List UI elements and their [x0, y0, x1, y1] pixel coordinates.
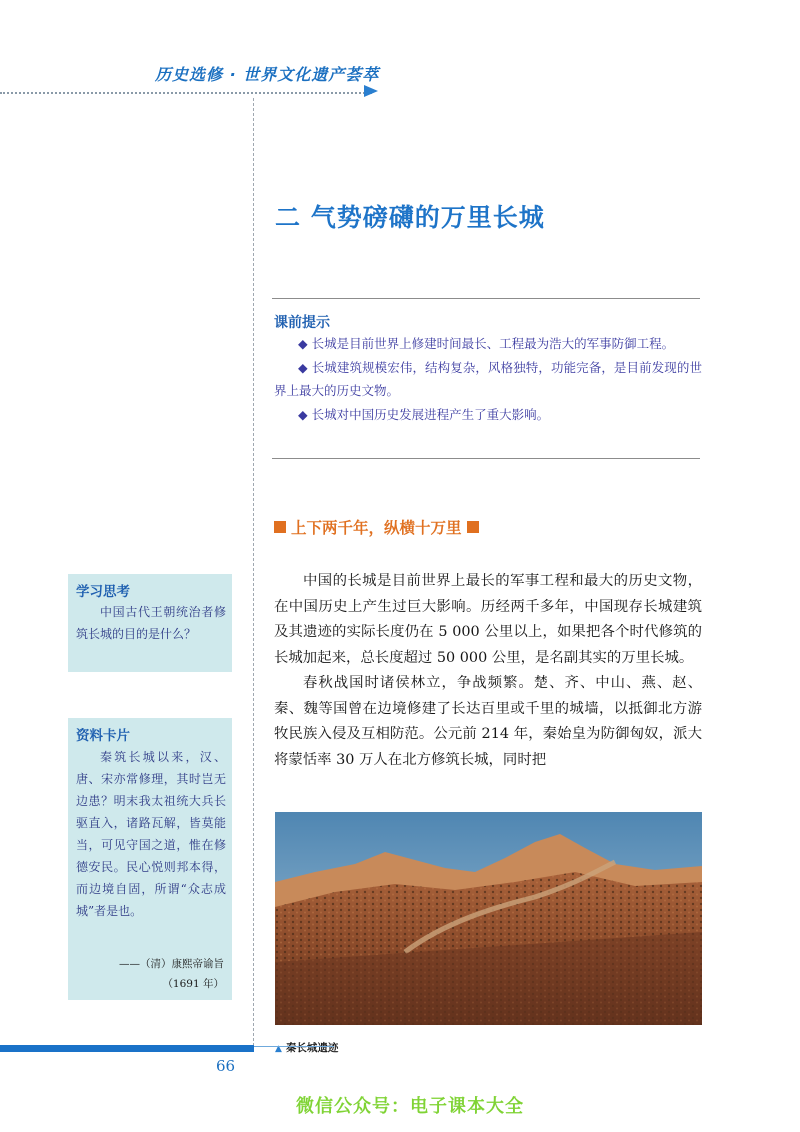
preview-list: [274, 332, 702, 426]
preview-bottom-rule: [272, 458, 700, 459]
sidebar-study-think: [68, 574, 232, 672]
diamond-bullet-icon: ◆: [298, 406, 308, 422]
header-arrow-icon: [364, 85, 378, 97]
diamond-bullet-icon: ◆: [298, 336, 308, 351]
sidebar-heading: 学习思考: [76, 584, 130, 600]
footer-bar: [0, 1045, 254, 1052]
preview-item: ◆ 长城是目前世界上修建时间最长、工程最为浩大的军事防御工程。: [298, 336, 675, 351]
watermark: 微信公众号：电子课本大全: [296, 1096, 524, 1117]
chapter-title: 二 气势磅礴的万里长城: [275, 203, 545, 232]
page-number: 66: [216, 1057, 236, 1075]
preview-heading: 课前提示: [274, 315, 330, 331]
preview-item: ◆ 长城对中国历史发展进程产生了重大影响。: [298, 406, 550, 422]
header-dotted-rule: [0, 92, 372, 94]
body-paragraph: 春秋战国时诸侯林立，争战频繁。楚、齐、中山、燕、赵、秦、魏等国曾在边境修建了长达百里或千里的城墙，以抵御北方游牧民族入侵及互相防范。公元前 214 年，秦始皇为防御匈奴，派大将蒙恬率 30 万人在北方修筑长城，同时把: [274, 675, 702, 768]
sidebar-text: 秦筑长城以来，汉、唐、宋亦常修理，其时岂无边患？明末我太祖统大兵长驱直入，诸路瓦解，皆莫能当，可见守国之道，惟在修德安民。民心悦则邦本得，而边境自固，所谓“众志成城”者是也。: [76, 750, 226, 918]
photo-caption: ▲ 秦长城遗迹: [275, 1042, 339, 1054]
body-paragraph: 中国的长城是目前世界上最长的军事工程和最大的历史文物，在中国历史上产生过巨大影响。历经两千多年，中国现存长城建筑及其遗迹的实际长度仍在 5 000 公里以上，如果把各个时代修筑的长城加起来，总长度超过 50 000 公里，是名副其实的万里长城。: [274, 573, 702, 666]
diamond-bullet-icon: ◆: [298, 359, 308, 375]
running-header-title: 历史选修 · 世界文化遗产荟萃: [155, 65, 380, 84]
sidebar-text: 中国古代王朝统治者修筑长城的目的是什么？: [76, 605, 226, 641]
section-heading: [274, 516, 479, 538]
square-marker-icon: [467, 521, 479, 533]
sidebar-info-card: [68, 718, 232, 1000]
section-heading-text: 上下两千年，纵横十万里: [291, 519, 462, 537]
body-text: [274, 569, 702, 773]
footer-rule: [254, 1046, 334, 1047]
square-marker-icon: [274, 521, 286, 533]
triangle-marker-icon: ▲: [275, 1044, 282, 1054]
column-divider: [253, 98, 254, 1046]
sidebar-heading: 资料卡片: [76, 728, 130, 744]
sidebar-source: ——（清）康熙帝谕旨 （1691 年）: [119, 958, 224, 990]
preview-item: ◆ 长城建筑规模宏伟，结构复杂，风格独特，功能完备，是目前发现的世界上最大的历史文物。: [274, 359, 702, 398]
great-wall-photo: [275, 812, 702, 1025]
preview-top-rule: [272, 298, 700, 299]
